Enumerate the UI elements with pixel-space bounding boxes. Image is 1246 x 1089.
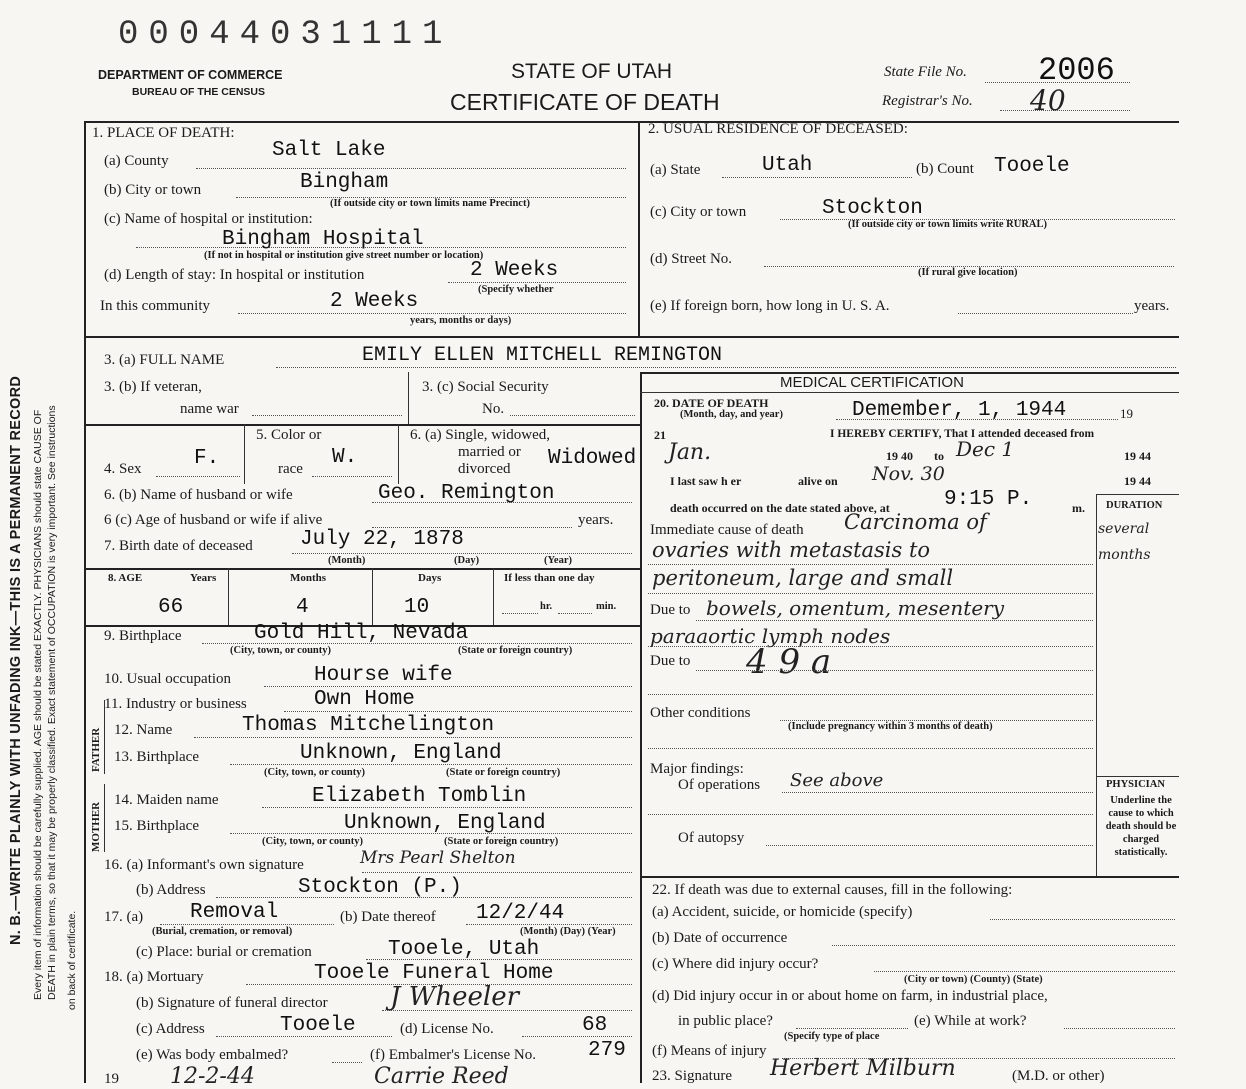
dotted-line [648,564,1093,565]
community-label: In this community [100,298,210,314]
res-county-value: Tooele [994,155,1070,178]
dotted-line [782,792,1093,793]
informant-address-value: Stockton (P.) [298,876,462,899]
spouse-age-years: years. [578,512,614,528]
dotted-line [558,613,592,614]
removal-note: (Burial, cremation, or removal) [152,926,293,937]
age-months-value: 4 [296,596,309,619]
section-divider [84,336,1179,338]
license-label: (d) License No. [400,1021,494,1037]
veteran-war-label: name war [180,401,239,417]
date-of-death-value: Demember, 1, 1944 [852,399,1067,422]
license-value: 68 [582,1014,608,1037]
sex-value: F. [194,447,220,470]
side-note-back: on back of certificate. [66,910,78,1010]
birth-date-label: 7. Birth date of deceased [104,538,253,554]
dotted-line [196,168,626,169]
signature-title: (M.D. or other) [1012,1068,1105,1084]
res-county-label: (b) Count [916,161,974,177]
color-label: 5. Color or [256,427,322,443]
document-number: 00044031111 [118,16,453,54]
birthplace-city-note: (City, town, or county) [230,645,332,656]
age-label: 8. AGE [108,572,143,584]
item-19-label: 19 [104,1071,119,1087]
duration-value: several months [1098,521,1151,563]
date-thereof-value: 12/2/44 [476,902,565,925]
less-than-day-label: If less than one day [504,572,595,584]
dotted-line [510,415,635,416]
mother-birthplace-value: Unknown, England [344,812,546,835]
occurred-label: death occurred on the date stated above, at [670,501,890,515]
spouse-age-label: 6 (c) Age of husband or wife if alive [104,512,323,528]
state-heading: STATE OF UTAH [511,60,672,83]
sex-divider [244,424,245,484]
dotted-line [722,177,912,178]
funeral-director-signature: J Wheeler [390,982,520,1012]
industry-label: 11. Industry or business [104,696,247,712]
mother-birthplace-label: 15. Birthplace [114,818,199,834]
medical-heading: MEDICAL CERTIFICATION [780,374,964,391]
sex-label: 4. Sex [104,461,142,477]
dotted-line [696,620,1093,621]
dotted-line [160,924,334,925]
marital-label-2: married or [458,444,521,460]
hospital-note: (If not in hospital or institution give street number or location) [204,250,484,261]
immediate-cause-label: Immediate cause of death [650,522,804,538]
full-name-label: 3. (a) FULL NAME [104,352,225,368]
mortuary-label: 18. (a) Mortuary [104,969,204,985]
duration-top [1096,494,1179,495]
occupation-label: 10. Usual occupation [104,671,232,687]
marital-label-3: divorced [458,461,511,477]
dotted-line [648,814,1093,815]
date-thereof-label: (b) Date thereof [340,909,436,925]
item-19-date: 12-2-44 [170,1064,255,1089]
frame-top [84,121,1179,123]
mother-name-value: Elizabeth Tomblin [312,785,527,808]
age-days-label: Days [418,572,442,584]
state-file-label: State File No. [884,64,967,80]
occupation-value: Hourse wife [314,664,453,687]
bureau-label: BUREAU OF THE CENSUS [132,86,266,98]
alive-on-value: Nov. 30 [872,463,945,485]
attended-to: Dec 1 [956,437,1015,461]
stay-label: (d) Length of stay: In hospital or institution [104,267,365,283]
father-name-label: 12. Name [114,722,173,738]
item-19-signature: Carrie Reed [374,1064,509,1089]
injury-place-note: (City or town) (County) (State) [904,974,1043,985]
due-to-1: bowels, omentum, mesentery [706,596,1005,620]
last-saw-label: I last saw h er [670,474,742,488]
community-value: 2 Weeks [330,290,419,313]
street-note: (If rural give location) [918,267,1018,278]
mother-city-note: (City, town, or county) [262,836,364,847]
injury-home-label: (d) Did injury occur in or about home on farm, in industrial place, [652,988,1048,1004]
age-years-value: 66 [158,596,184,619]
county-label: (a) County [104,153,169,169]
state-file-number: 2006 [1038,52,1115,89]
department-label: DEPARTMENT OF COMMERCE [98,68,283,82]
duration-divider [1096,494,1097,876]
dotted-line [194,737,632,738]
dotted-line [522,1036,632,1037]
due-to-label-1: Due to [650,602,691,618]
duration-heading: DURATION [1106,500,1163,511]
birthplace-value: Gold Hill, Nevada [254,622,469,645]
side-note-instructions-2: DEATH in plain terms, so that it may be properly classified. Exact statement of OCCUPATION is very important. See instructions [46,405,58,1000]
physician-top [1096,776,1179,777]
residence-heading: 2. USUAL RESIDENCE OF DECEASED: [648,121,908,137]
mother-state-note: (State or foreign country) [444,836,559,847]
social-security-no-label: No. [482,401,505,417]
means-of-injury-label: (f) Means of injury [652,1043,767,1059]
birthplace-label: 9. Birthplace [104,628,182,644]
age-div-2 [372,568,373,625]
mother-bracket [104,784,105,852]
foreign-label: (e) If foreign born, how long in U. S. A. [650,298,890,314]
date-year-prefix: 19 [1120,406,1133,421]
veteran-label: 3. (b) If veteran, [104,379,202,395]
stay-value: 2 Weeks [470,259,559,282]
city-label: (b) City or town [104,182,202,198]
dotted-line [276,367,1176,368]
hours-label: hr. [540,601,553,612]
certificate-title: CERTIFICATE OF DEATH [450,89,720,115]
dotted-line [648,748,1093,749]
dotted-line [874,971,1175,972]
spouse-label: 6. (b) Name of husband or wife [104,487,293,503]
dotted-line [448,282,626,283]
attended-from: Jan. [668,440,712,465]
time-m: m. [1072,501,1085,515]
res-city-value: Stockton [822,197,923,220]
immediate-cause-1: Carcinoma of [844,510,987,534]
public-place-note: (Specify type of place [784,1031,880,1042]
dotted-line [238,313,626,314]
minutes-label: min. [596,601,617,612]
burial-place-label: (c) Place: burial or cremation [136,944,312,960]
injury-place-label: (c) Where did injury occur? [652,956,819,972]
industry-value: Own Home [314,688,415,711]
alive-label: alive on [798,474,838,488]
veteran-bottom [84,424,640,426]
dotted-line [796,1028,908,1029]
due-to-2: 4 9 a [746,642,832,682]
father-city-note: (City, town, or county) [264,767,366,778]
age-years-label: Years [190,572,217,584]
dotted-line [332,1062,362,1063]
side-note-instructions: Every item of information should be carefully supplied. AGE should be stated EXACTLY. PHYSICIANS should state CAUSE OF [32,409,44,1000]
date-of-death-label: 20. DATE OF DEATH [654,396,769,410]
embalmer-license-value: 279 [588,1039,626,1062]
removal-value: Removal [190,901,279,924]
autopsy-label: Of autopsy [678,830,745,846]
place-of-death-heading: 1. PLACE OF DEATH: [92,125,235,141]
dotted-line [648,646,1093,647]
res-city-note: (If outside city or town limits write RURAL) [848,219,1047,230]
city-value: Bingham [300,171,389,194]
city-note: (If outside city or town limits name Precinct) [330,198,530,209]
dotted-line [362,872,632,873]
dotted-line [502,613,538,614]
street-label: (d) Street No. [650,251,733,267]
date-of-death-note: (Month, day, and year) [680,409,783,420]
while-at-work-label: (e) While at work? [914,1013,1027,1029]
other-conditions-label: Other conditions [650,705,751,721]
dotted-line [156,476,240,477]
informant-address-label: (b) Address [136,882,206,898]
embalmed-label: (e) Was body embalmed? [136,1047,289,1063]
mother-name-label: 14. Maiden name [114,792,219,808]
hospital-value: Bingham Hospital [222,228,424,251]
frame-left [84,121,86,1083]
signature-label: 23. Signature [652,1068,732,1084]
spouse-value: Geo. Remington [378,482,555,505]
dotted-line [766,845,1093,846]
marital-label: 6. (a) Single, widowed, [410,427,550,443]
external-top [640,876,1179,878]
hospital-label: (c) Name of hospital or institution: [104,211,313,227]
birth-month-note: (Month) [328,555,366,566]
informant-label: 16. (a) Informant's own signature [104,857,304,873]
medical-rule [640,392,1179,393]
attended-to-year: 19 44 [1124,449,1151,463]
dotted-line [832,945,1175,946]
physician-heading: PHYSICIAN [1106,779,1165,790]
birthplace-state-note: (State or foreign country) [458,645,573,656]
res-city-label: (c) City or town [650,204,747,220]
embalmer-license-label: (f) Embalmer's License No. [370,1047,536,1063]
age-months-label: Months [290,572,327,584]
occurrence-date-label: (b) Date of occurrence [652,930,788,946]
age-days-value: 10 [404,596,430,619]
veteran-divider [408,372,409,424]
physician-signature: Herbert Milburn [770,1056,956,1081]
due-to-1b: paraaortic lymph nodes [650,624,891,648]
date-thereof-note: (Month) (Day) (Year) [520,926,616,937]
mortuary-value: Tooele Funeral Home [314,962,554,985]
birth-date-value: July 22, 1878 [300,528,464,551]
dotted-line [648,593,1093,594]
father-label: FATHER [90,727,102,772]
father-birthplace-value: Unknown, England [300,742,502,765]
side-note-permanent: N. B.—WRITE PLAINLY WITH UNFADING INK—THIS IS A PERMANENT RECORD [8,375,24,945]
operations-value: See above [790,770,884,791]
funeral-director-label: (b) Signature of funeral director [136,995,328,1011]
dotted-line [312,476,392,477]
community-note: years, months or days) [410,315,512,326]
mortuary-address-value: Tooele [280,1014,356,1037]
dotted-line [990,919,1175,920]
operations-label: Of operations [678,777,761,793]
attended-from-year: 19 40 [886,449,913,463]
certify-text: I HEREBY CERTIFY, That I attended deceased from [830,428,1095,440]
registrar-label: Registrar's No. [882,93,973,109]
race-value: W. [332,446,358,469]
public-place-label: in public place? [678,1013,773,1029]
stay-note: (Specify whether [478,284,554,295]
attended-to-label: to [934,449,944,463]
dotted-line [292,553,632,554]
mother-label: MOTHER [90,801,102,852]
dotted-line [1064,1028,1175,1029]
registrar-number: 40 [1030,84,1066,117]
dotted-line [958,313,1133,314]
center-divider [638,121,640,336]
age-div-3 [493,568,494,625]
burial-place-value: Tooele, Utah [388,938,540,961]
full-name-value: EMILY ELLEN MITCHELL REMINGTON [362,344,723,367]
informant-signature: Mrs Pearl Shelton [360,848,516,868]
marital-value: Widowed [548,447,637,470]
age-top [84,568,640,570]
father-name-value: Thomas Mitchelington [242,714,495,737]
mortuary-address-label: (c) Address [136,1021,205,1037]
social-security-label: 3. (c) Social Security [422,379,549,395]
removal-label: 17. (a) [104,909,144,925]
foreign-years: years. [1134,298,1170,314]
major-findings-label: Major findings: [650,761,744,777]
dotted-line [648,694,1093,695]
race-divider [398,424,399,484]
father-birthplace-label: 13. Birthplace [114,749,199,765]
accident-label: (a) Accident, suicide, or homicide (specify) [652,904,913,920]
alive-on-year: 19 44 [1124,474,1151,488]
physician-note: Underline the cause to which death should be charged statistically. [1105,795,1177,858]
race-label: race [278,461,303,477]
external-causes-heading: 22. If death was due to external causes, fill in the following: [652,882,1013,898]
age-div-1 [228,568,229,625]
immediate-cause-3: peritoneum, large and small [652,566,954,590]
dotted-line [284,711,632,712]
county-value: Salt Lake [272,139,386,162]
res-state-value: Utah [762,154,813,177]
immediate-cause-2: ovaries with metastasis to [652,538,931,562]
other-conditions-note: (Include pregnancy within 3 months of death) [788,721,993,732]
due-to-label-2: Due to [650,653,691,669]
dotted-line [252,415,402,416]
item-21: 21 [654,428,666,442]
father-state-note: (State or foreign country) [446,767,561,778]
res-state-label: (a) State [650,162,701,178]
dotted-line [696,670,1093,671]
birth-day-note: (Day) [454,555,480,566]
time-of-death: 9:15 P. [944,488,1033,511]
center-divider-lower [640,372,642,1083]
birth-year-note: (Year) [544,555,572,566]
